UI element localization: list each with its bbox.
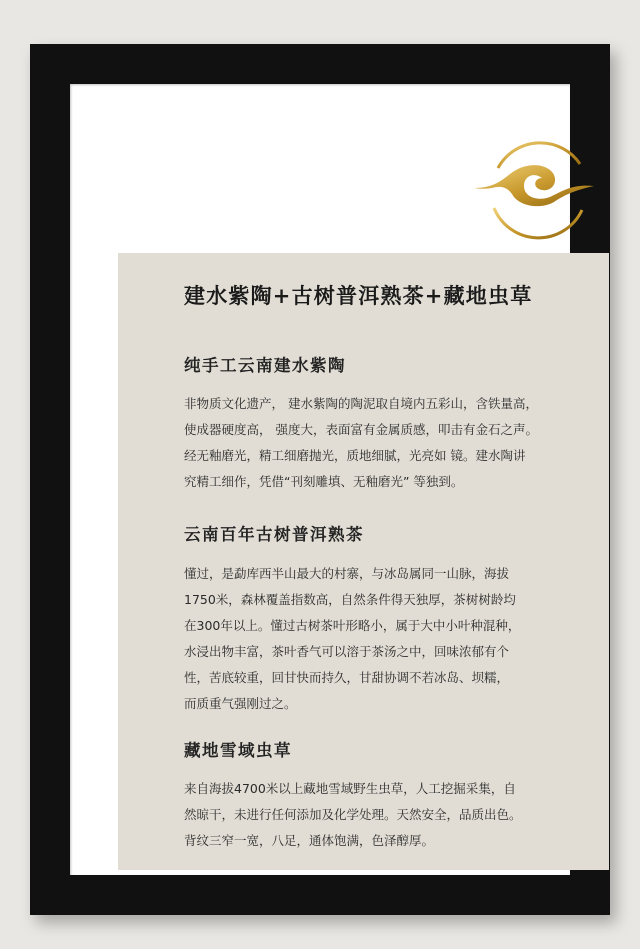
page-title: 建水紫陶+古树普洱熟茶+藏地虫草 — [184, 283, 533, 308]
frame-mat — [70, 84, 570, 875]
text-line: 来自海拔4700米以上藏地雪域野生虫草，人工挖掘采集，自 — [184, 781, 516, 796]
section-body-puer-tea — [184, 561, 546, 717]
text-line: 非物质文化遗产， 建水紫陶的陶泥取自境内五彩山，含铁量高， — [184, 396, 538, 411]
text-line: 性，苦底较重，回甘快而持久，甘甜协调不若冰岛、坝糯， — [184, 670, 510, 685]
text-line: 究精工细作，凭借“刊刻雕填、无釉磨光” 等独到。 — [184, 474, 464, 489]
text-line: 在300年以上。懂过古树茶叶形略小，属于大中小叶种混种， — [184, 618, 521, 633]
picture-frame — [30, 44, 610, 915]
text-line: 懂过，是勐库西半山最大的村寨，与冰岛属同一山脉，海拔 — [184, 566, 510, 581]
text-line: 经无釉磨光，精工细磨抛光，质地细腻，光亮如 镜。建水陶讲 — [184, 448, 526, 463]
section-heading-cordyceps: 藏地雪域虫草 — [184, 741, 292, 760]
text-line: 背纹三窄一宽，八足，通体饱满，色泽醇厚。 — [184, 833, 435, 848]
golden-cloud-logo-icon — [470, 136, 600, 242]
section-body-jianshui-pottery — [184, 391, 546, 495]
section-heading-jianshui-pottery: 纯手工云南建水紫陶 — [184, 356, 346, 375]
text-line: 1750米，森林覆盖指数高，自然条件得天独厚，茶树树龄均 — [184, 592, 516, 607]
text-line: 而质重气强刚过之。 — [184, 696, 297, 711]
text-line: 使成器硬度高， 强度大，表面富有金属质感，叩击有金石之声。 — [184, 422, 538, 437]
section-heading-puer-tea: 云南百年古树普洱熟茶 — [184, 525, 364, 544]
section-body-cordyceps — [184, 776, 546, 854]
text-line: 水浸出物丰富，茶叶香气可以溶于茶汤之中，回味浓郁有个 — [184, 644, 510, 659]
content-panel — [118, 253, 609, 870]
text-line: 然晾干，未进行任何添加及化学处理。天然安全，品质出色。 — [184, 807, 522, 822]
